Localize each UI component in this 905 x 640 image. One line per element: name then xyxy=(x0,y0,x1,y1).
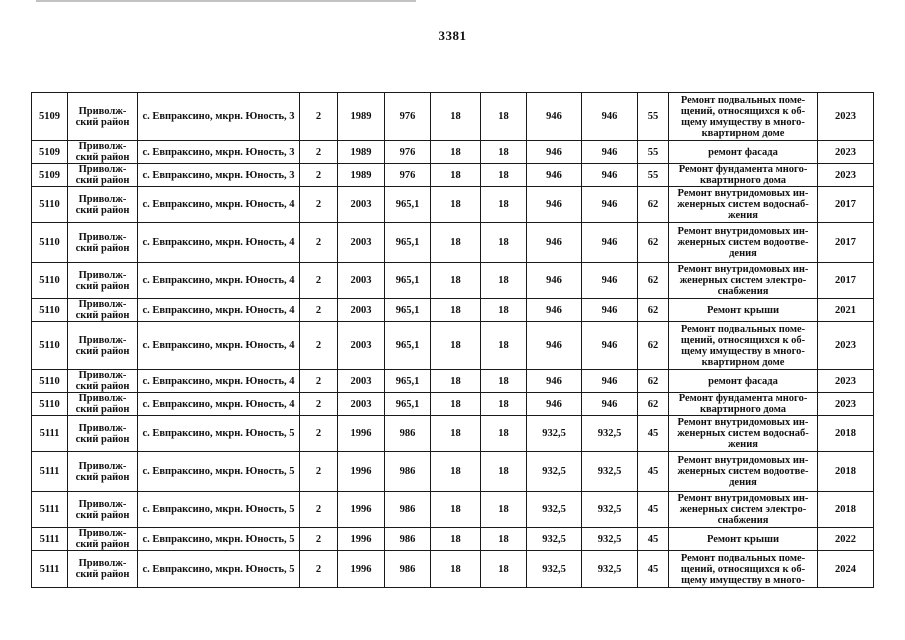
count-cell: 18 xyxy=(431,393,481,416)
record-id-cell: 5111 xyxy=(32,492,68,528)
table-row xyxy=(32,416,874,452)
repair-work-cell: Ремонт внутридомовых ин-женерных систем водоснаб-жения xyxy=(669,187,818,223)
residents-cell: 62 xyxy=(638,263,669,299)
planned-year-cell: 2023 xyxy=(818,370,874,393)
count-cell: 18 xyxy=(481,416,527,452)
area-cell: 946 xyxy=(527,370,582,393)
count-cell: 18 xyxy=(431,263,481,299)
floors-cell: 2 xyxy=(300,452,338,492)
address-cell: с. Евпраксино, мкрн. Юность, 3 xyxy=(138,141,300,164)
record-id-cell: 5109 xyxy=(32,164,68,187)
record-id-cell: 5111 xyxy=(32,416,68,452)
address-cell: с. Евпраксино, мкрн. Юность, 3 xyxy=(138,164,300,187)
planned-year-cell: 2018 xyxy=(818,492,874,528)
repair-work-cell: Ремонт подвальных поме-щений, относящихся к об-щему имуществу в много-квартирном доме xyxy=(669,322,818,370)
address-cell: с. Евпраксино, мкрн. Юность, 5 xyxy=(138,492,300,528)
area-cell: 946 xyxy=(527,93,582,141)
address-cell: с. Евпраксино, мкрн. Юность, 5 xyxy=(138,528,300,551)
count-cell: 18 xyxy=(431,452,481,492)
area-cell: 946 xyxy=(527,322,582,370)
count-cell: 18 xyxy=(481,141,527,164)
repair-work-cell: Ремонт фундамента много-квартирного дома xyxy=(669,164,818,187)
repair-work-cell: ремонт фасада xyxy=(669,370,818,393)
total-area-cell: 986 xyxy=(385,528,431,551)
record-id-cell: 5110 xyxy=(32,322,68,370)
floors-cell: 2 xyxy=(300,223,338,263)
count-cell: 18 xyxy=(431,187,481,223)
total-area-cell: 986 xyxy=(385,551,431,588)
residents-cell: 45 xyxy=(638,492,669,528)
area-cell: 932,5 xyxy=(582,492,638,528)
commission-year-cell: 1996 xyxy=(338,492,385,528)
district-cell: Приволж-ский район xyxy=(68,370,138,393)
area-cell: 932,5 xyxy=(527,551,582,588)
count-cell: 18 xyxy=(481,223,527,263)
repair-work-cell: Ремонт внутридомовых ин-женерных систем водоотве-дения xyxy=(669,223,818,263)
planned-year-cell: 2023 xyxy=(818,141,874,164)
total-area-cell: 965,1 xyxy=(385,223,431,263)
area-cell: 946 xyxy=(527,393,582,416)
commission-year-cell: 2003 xyxy=(338,223,385,263)
district-cell: Приволж-ский район xyxy=(68,141,138,164)
address-cell: с. Евпраксино, мкрн. Юность, 4 xyxy=(138,393,300,416)
count-cell: 18 xyxy=(431,528,481,551)
district-cell: Приволж-ский район xyxy=(68,223,138,263)
commission-year-cell: 1989 xyxy=(338,141,385,164)
count-cell: 18 xyxy=(481,187,527,223)
table-row xyxy=(32,141,874,164)
capital-repair-table xyxy=(31,92,874,588)
area-cell: 946 xyxy=(582,223,638,263)
area-cell: 932,5 xyxy=(527,528,582,551)
total-area-cell: 986 xyxy=(385,416,431,452)
count-cell: 18 xyxy=(431,141,481,164)
planned-year-cell: 2023 xyxy=(818,164,874,187)
repair-work-cell: Ремонт подвальных поме-щений, относящихся к об-щему имуществу в много- xyxy=(669,551,818,588)
count-cell: 18 xyxy=(481,528,527,551)
floors-cell: 2 xyxy=(300,528,338,551)
total-area-cell: 965,1 xyxy=(385,370,431,393)
area-cell: 932,5 xyxy=(582,416,638,452)
commission-year-cell: 2003 xyxy=(338,187,385,223)
commission-year-cell: 1996 xyxy=(338,551,385,588)
area-cell: 946 xyxy=(527,187,582,223)
area-cell: 946 xyxy=(527,299,582,322)
residents-cell: 55 xyxy=(638,93,669,141)
planned-year-cell: 2024 xyxy=(818,551,874,588)
commission-year-cell: 2003 xyxy=(338,370,385,393)
count-cell: 18 xyxy=(481,164,527,187)
residents-cell: 62 xyxy=(638,299,669,322)
count-cell: 18 xyxy=(481,492,527,528)
total-area-cell: 965,1 xyxy=(385,187,431,223)
count-cell: 18 xyxy=(481,551,527,588)
residents-cell: 62 xyxy=(638,187,669,223)
table-row xyxy=(32,528,874,551)
total-area-cell: 965,1 xyxy=(385,299,431,322)
floors-cell: 2 xyxy=(300,164,338,187)
record-id-cell: 5111 xyxy=(32,528,68,551)
record-id-cell: 5110 xyxy=(32,370,68,393)
record-id-cell: 5111 xyxy=(32,551,68,588)
address-cell: с. Евпраксино, мкрн. Юность, 4 xyxy=(138,299,300,322)
table-row xyxy=(32,492,874,528)
floors-cell: 2 xyxy=(300,93,338,141)
planned-year-cell: 2023 xyxy=(818,93,874,141)
residents-cell: 45 xyxy=(638,551,669,588)
commission-year-cell: 1996 xyxy=(338,452,385,492)
planned-year-cell: 2018 xyxy=(818,452,874,492)
repair-work-cell: Ремонт подвальных поме-щений, относящихся к об-щему имуществу в много-квартирном доме xyxy=(669,93,818,141)
area-cell: 932,5 xyxy=(582,452,638,492)
floors-cell: 2 xyxy=(300,299,338,322)
table-row xyxy=(32,93,874,141)
floors-cell: 2 xyxy=(300,416,338,452)
record-id-cell: 5109 xyxy=(32,93,68,141)
record-id-cell: 5110 xyxy=(32,223,68,263)
floors-cell: 2 xyxy=(300,492,338,528)
area-cell: 946 xyxy=(582,93,638,141)
count-cell: 18 xyxy=(431,416,481,452)
planned-year-cell: 2017 xyxy=(818,223,874,263)
top-divider xyxy=(36,0,416,2)
floors-cell: 2 xyxy=(300,263,338,299)
address-cell: с. Евпраксино, мкрн. Юность, 3 xyxy=(138,93,300,141)
count-cell: 18 xyxy=(431,492,481,528)
record-id-cell: 5111 xyxy=(32,452,68,492)
total-area-cell: 965,1 xyxy=(385,393,431,416)
repair-work-cell: Ремонт внутридомовых ин-женерных систем водоснаб-жения xyxy=(669,416,818,452)
district-cell: Приволж-ский район xyxy=(68,393,138,416)
table-row xyxy=(32,452,874,492)
residents-cell: 45 xyxy=(638,452,669,492)
count-cell: 18 xyxy=(481,299,527,322)
count-cell: 18 xyxy=(431,322,481,370)
area-cell: 932,5 xyxy=(527,416,582,452)
commission-year-cell: 2003 xyxy=(338,263,385,299)
planned-year-cell: 2017 xyxy=(818,187,874,223)
area-cell: 932,5 xyxy=(527,492,582,528)
area-cell: 946 xyxy=(527,141,582,164)
count-cell: 18 xyxy=(481,393,527,416)
commission-year-cell: 2003 xyxy=(338,322,385,370)
repair-work-cell: Ремонт внутридомовых ин-женерных систем электро-снабжения xyxy=(669,492,818,528)
record-id-cell: 5110 xyxy=(32,299,68,322)
page-number: 3381 xyxy=(438,28,467,43)
count-cell: 18 xyxy=(481,93,527,141)
record-id-cell: 5110 xyxy=(32,263,68,299)
planned-year-cell: 2018 xyxy=(818,416,874,452)
area-cell: 946 xyxy=(582,263,638,299)
total-area-cell: 976 xyxy=(385,93,431,141)
repair-work-cell: Ремонт внутридомовых ин-женерных систем электро-снабжения xyxy=(669,263,818,299)
record-id-cell: 5110 xyxy=(32,393,68,416)
residents-cell: 55 xyxy=(638,141,669,164)
area-cell: 946 xyxy=(527,223,582,263)
table-row xyxy=(32,164,874,187)
count-cell: 18 xyxy=(431,551,481,588)
planned-year-cell: 2021 xyxy=(818,299,874,322)
commission-year-cell: 1996 xyxy=(338,528,385,551)
area-cell: 946 xyxy=(527,164,582,187)
commission-year-cell: 1996 xyxy=(338,416,385,452)
district-cell: Приволж-ский район xyxy=(68,416,138,452)
district-cell: Приволж-ский район xyxy=(68,452,138,492)
count-cell: 18 xyxy=(431,93,481,141)
address-cell: с. Евпраксино, мкрн. Юность, 4 xyxy=(138,223,300,263)
total-area-cell: 965,1 xyxy=(385,263,431,299)
area-cell: 946 xyxy=(582,322,638,370)
total-area-cell: 976 xyxy=(385,164,431,187)
floors-cell: 2 xyxy=(300,141,338,164)
repair-work-cell: Ремонт крыши xyxy=(669,528,818,551)
commission-year-cell: 2003 xyxy=(338,393,385,416)
address-cell: с. Евпраксино, мкрн. Юность, 4 xyxy=(138,263,300,299)
area-cell: 932,5 xyxy=(582,528,638,551)
area-cell: 932,5 xyxy=(527,452,582,492)
district-cell: Приволж-ский район xyxy=(68,93,138,141)
count-cell: 18 xyxy=(431,299,481,322)
table-row xyxy=(32,263,874,299)
address-cell: с. Евпраксино, мкрн. Юность, 5 xyxy=(138,551,300,588)
floors-cell: 2 xyxy=(300,393,338,416)
area-cell: 946 xyxy=(582,393,638,416)
floors-cell: 2 xyxy=(300,187,338,223)
residents-cell: 62 xyxy=(638,223,669,263)
address-cell: с. Евпраксино, мкрн. Юность, 5 xyxy=(138,416,300,452)
address-cell: с. Евпраксино, мкрн. Юность, 4 xyxy=(138,187,300,223)
count-cell: 18 xyxy=(431,370,481,393)
table-row xyxy=(32,187,874,223)
total-area-cell: 986 xyxy=(385,452,431,492)
district-cell: Приволж-ский район xyxy=(68,492,138,528)
district-cell: Приволж-ский район xyxy=(68,299,138,322)
repair-work-cell: Ремонт фундамента много-квартирного дома xyxy=(669,393,818,416)
count-cell: 18 xyxy=(431,223,481,263)
repair-work-cell: Ремонт внутридомовых ин-женерных систем водоотве-дения xyxy=(669,452,818,492)
planned-year-cell: 2023 xyxy=(818,393,874,416)
commission-year-cell: 2003 xyxy=(338,299,385,322)
floors-cell: 2 xyxy=(300,322,338,370)
record-id-cell: 5110 xyxy=(32,187,68,223)
count-cell: 18 xyxy=(481,263,527,299)
address-cell: с. Евпраксино, мкрн. Юность, 5 xyxy=(138,452,300,492)
area-cell: 932,5 xyxy=(582,551,638,588)
count-cell: 18 xyxy=(481,322,527,370)
address-cell: с. Евпраксино, мкрн. Юность, 4 xyxy=(138,370,300,393)
floors-cell: 2 xyxy=(300,370,338,393)
residents-cell: 62 xyxy=(638,393,669,416)
total-area-cell: 976 xyxy=(385,141,431,164)
district-cell: Приволж-ский район xyxy=(68,322,138,370)
address-cell: с. Евпраксино, мкрн. Юность, 4 xyxy=(138,322,300,370)
total-area-cell: 986 xyxy=(385,492,431,528)
district-cell: Приволж-ский район xyxy=(68,551,138,588)
area-cell: 946 xyxy=(582,299,638,322)
area-cell: 946 xyxy=(582,370,638,393)
table-row xyxy=(32,370,874,393)
residents-cell: 62 xyxy=(638,370,669,393)
district-cell: Приволж-ский район xyxy=(68,187,138,223)
count-cell: 18 xyxy=(481,370,527,393)
count-cell: 18 xyxy=(481,452,527,492)
area-cell: 946 xyxy=(582,164,638,187)
planned-year-cell: 2022 xyxy=(818,528,874,551)
residents-cell: 45 xyxy=(638,416,669,452)
residents-cell: 45 xyxy=(638,528,669,551)
count-cell: 18 xyxy=(431,164,481,187)
district-cell: Приволж-ский район xyxy=(68,263,138,299)
table-row xyxy=(32,299,874,322)
planned-year-cell: 2023 xyxy=(818,322,874,370)
total-area-cell: 965,1 xyxy=(385,322,431,370)
residents-cell: 62 xyxy=(638,322,669,370)
commission-year-cell: 1989 xyxy=(338,164,385,187)
planned-year-cell: 2017 xyxy=(818,263,874,299)
record-id-cell: 5109 xyxy=(32,141,68,164)
repair-work-cell: ремонт фасада xyxy=(669,141,818,164)
repair-work-cell: Ремонт крыши xyxy=(669,299,818,322)
commission-year-cell: 1989 xyxy=(338,93,385,141)
residents-cell: 55 xyxy=(638,164,669,187)
table-row xyxy=(32,393,874,416)
district-cell: Приволж-ский район xyxy=(68,528,138,551)
table-row xyxy=(32,223,874,263)
table-row xyxy=(32,322,874,370)
floors-cell: 2 xyxy=(300,551,338,588)
district-cell: Приволж-ский район xyxy=(68,164,138,187)
area-cell: 946 xyxy=(527,263,582,299)
area-cell: 946 xyxy=(582,187,638,223)
table-row xyxy=(32,551,874,588)
area-cell: 946 xyxy=(582,141,638,164)
